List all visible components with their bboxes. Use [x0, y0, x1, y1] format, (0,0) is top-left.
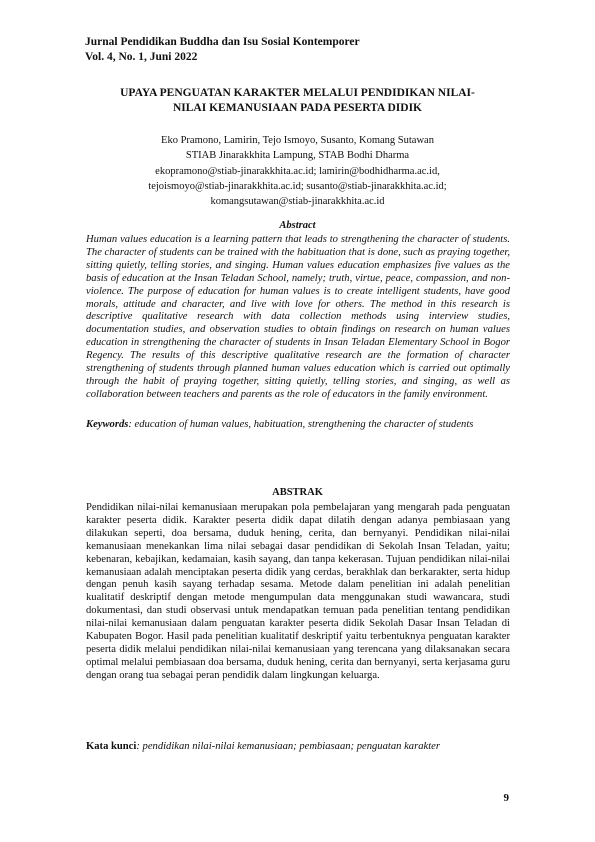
- author-block: [85, 133, 510, 209]
- author-affiliation: STIAB Jinarakkhita Lampung, STAB Bodhi Dharma: [185, 150, 410, 162]
- abstract-heading: Abstract: [279, 220, 316, 231]
- author-names: Eko Pramono, Lamirin, Tejo Ismoyo, Susanto, Komang Sutawan: [161, 135, 434, 146]
- author-emails-2: tejoismoyo@stiab-jinarakkhita.ac.id; susanto@stiab-jinarakkhita.ac.id;: [148, 180, 447, 192]
- abstrak-keywords: [86, 741, 510, 754]
- kata-kunci-label: Kata kunci: [86, 741, 137, 752]
- page-number: 9: [503, 792, 509, 804]
- abstrak-text: Pendidikan nilai-nilai kemanusiaan merupakan pola pembelajaran yang mengarah pada penguatan karakter peserta didik. Karakter peserta didik dapat dilatih dengan adanya pembiasaan yang dilakukan seperti, doa bersama, duduk hening, cerita, dan bernyanyi. Pendidikan nilai-nilai kemanusiaan menekankan lima nilai sebagai dasar pendidikan di Sekolah Insan Teladan, yaitu; kebenaran, kebajikan, kedamaian, kasih sayang, dan tanpa kekerasan. Tujuan pendidikan nilai-nilai kemanusiaan adalah menciptakan peserta didik yang cerdas, berakhlak dan berkarakter, serta hidup dengan penuh kasih sayang terhadap sesama. Metode dalam penelitian ini adalah penelitian kualitatif deskriptif dengan metode mengumpulan data menggunakan studi wawancara, studi dokumentasi, dan studi observasi untuk mendapatkan temuan pada penelitian tentang pendidikan nilai-nilai kemanusiaan dalam penguatan karakter peserta didik Sekolah Dasar Insan Teladan di Kabupaten Bogor. Hasil pada penelitian kualitatif deskriptif yaitu terbentuknya penguatan karakter peserta didik melalui pendidikan nilai-nilai kemanusiaan yang terencana yang dilaksanakan secara optimal melalui pembiasaan doa bersama, duduk hening, cerita dan bernyanyi, serta kerjasama guru dengan orang tua sebagai peran pendidik dalam lingkungan keluarga.: [86, 502, 510, 681]
- abstrak-heading: ABSTRAK: [272, 487, 323, 498]
- keywords-text: : education of human values, habituation, strengthening the character of students: [128, 419, 474, 430]
- volume-info: Vol. 4, No. 1, Juni 2022: [85, 51, 198, 63]
- title-line-2: NILAI KEMANUSIAAN PADA PESERTA DIDIK: [172, 102, 422, 114]
- keywords-label: Keywords: [86, 419, 129, 430]
- journal-name: Jurnal Pendidikan Buddha dan Isu Sosial Kontemporer: [85, 36, 360, 48]
- abstract-text: Human values education is a learning pattern that leads to strengthening the character of students. The character of students can be trained with the habituation that is done, such as praying together, sitting quietly, telling stories, and singing. Human values education emphasizes five values as the basis of education at the Insan Teladan School, namely; truth, virtue, peace, compassion, and non-violence. The purpose of education for human values is to create intelligent students, have good morals, attitude and character, and live with love for others. The method in this research is descriptive qualitative research with data collection methods using interview studies, documentation studies, and observation studies to obtain findings on research on human values education in strengthening the character of students in Insan Teladan Elementary School in Bogor Regency. The results of this descriptive qualitative research are the formation of character strengthening of students through planned human values education which is carried out optimally through the habit of praying together, sitting quietly, telling stories, and singing, as well as collaboration between teachers and parents as the role of educators in the family environment.: [86, 234, 510, 400]
- author-emails-1: ekopramono@stiab-jinarakkhita.ac.id; lamirin@bodhidharma.ac.id,: [155, 165, 440, 177]
- title-line-1: UPAYA PENGUATAN KARAKTER MELALUI PENDIDIKAN NILAI-: [120, 87, 475, 99]
- kata-kunci-text: : pendidikan nilai-nilai kemanusiaan; pembiasaan; penguatan karakter: [136, 741, 440, 752]
- article-title: [85, 86, 510, 116]
- author-emails-3: komangsutawan@stiab-jinarakkhita.ac.id: [210, 196, 385, 208]
- journal-header: [85, 35, 515, 65]
- abstract-keywords: [86, 419, 510, 432]
